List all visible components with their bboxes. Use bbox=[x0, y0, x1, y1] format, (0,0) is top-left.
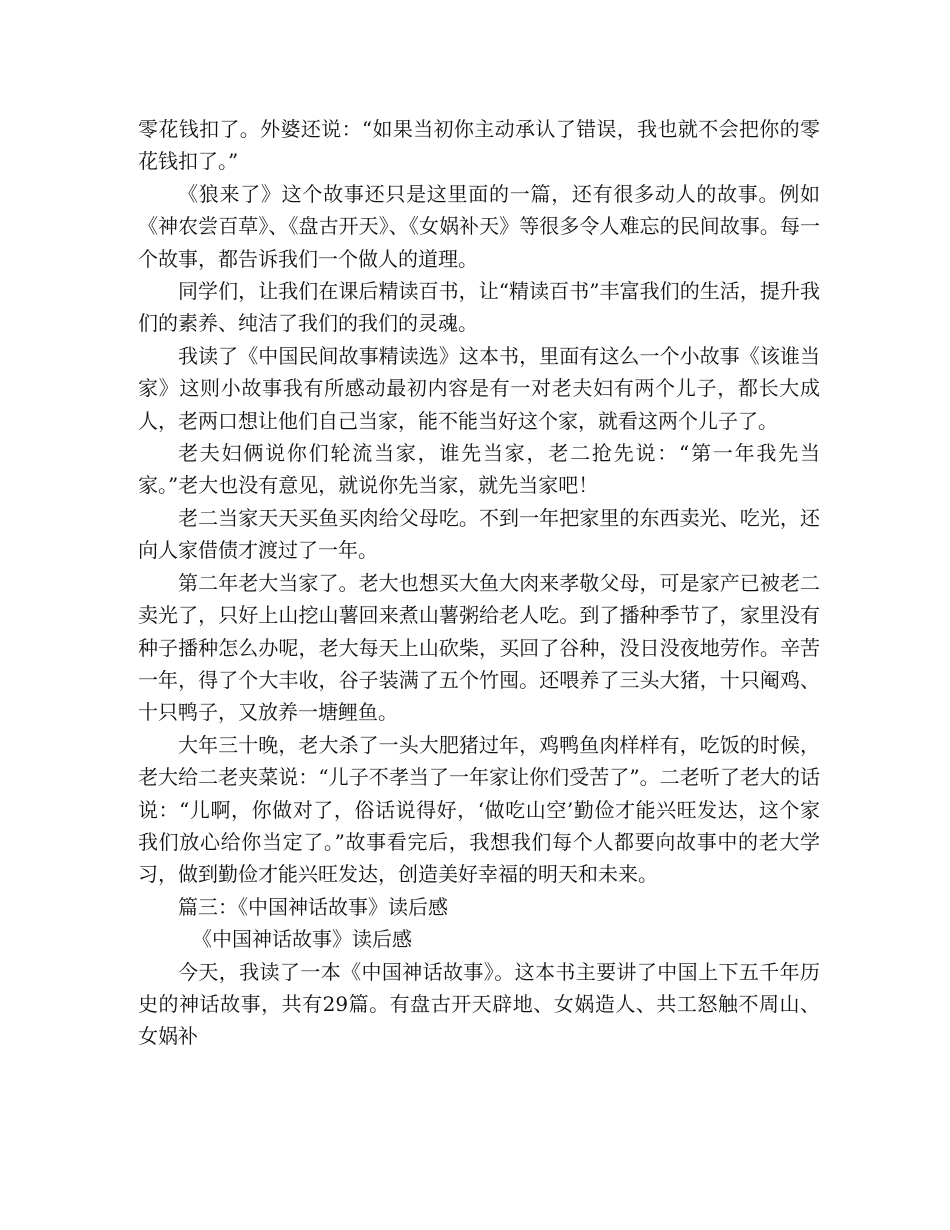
paragraph-new-year: 大年三十晚，老大杀了一头大肥猪过年，鸡鸭鱼肉样样有，吃饭的时候，老大给二老夹菜说：“儿子不孝当了一年家让你们受苦了”。二老听了老大的话说：“儿啊，你做对了，俗话说得好，‘做吃山空’勤俭才能兴旺发达，这个家我们放心给你当定了。”故事看完后，我想我们每个人都要向故事中的老大学习，做到勤俭才能兴旺发达，创造美好幸福的明天和未来。 bbox=[138, 732, 820, 887]
paragraph-second-son: 老二当家天天买鱼买肉给父母吃。不到一年把家里的东西卖光、吃光，还向人家借债才渡过了一年。 bbox=[138, 505, 820, 563]
paragraph-who-runs-home: 我读了《中国民间故事精读选》这本书，里面有这么一个小故事《该谁当家》这则小故事我有所感动最初内容是有一对老夫妇有两个儿子，都长大成人，老两口想让他们自己当家，能不能当好这个家，就看这两个儿子了。 bbox=[138, 343, 820, 433]
paragraph-wolf-story: 《狼来了》这个故事还只是这里面的一篇，还有很多动人的故事。例如《神农尝百草》、《盘古开天》、《女娲补天》等很多令人难忘的民间故事。每一个故事，都告诉我们一个做人的道理。 bbox=[138, 181, 820, 271]
paragraph-pocket-money: 零花钱扣了。外婆还说：“如果当初你主动承认了错误，我也就不会把你的零花钱扣了。” bbox=[138, 117, 820, 174]
paragraph-read-books: 同学们，让我们在课后精读百书，让“精读百书”丰富我们的生活，提升我们的素养、纯洁了我们的我们的灵魂。 bbox=[138, 279, 820, 336]
document-body bbox=[138, 113, 820, 1053]
section-subheading: 《中国神话故事》读后感 bbox=[192, 927, 412, 952]
paragraph-mythology: 今天，我读了一本《中国神话故事》。这本书主要讲了中国上下五千年历史的神话故事，共有29篇。有盘古开天辟地、女娲造人、共工怒触不周山、女娲补 bbox=[138, 959, 820, 1049]
section-heading: 篇三：《中国神话故事》读后感 bbox=[178, 894, 448, 919]
paragraph-eldest-son: 第二年老大当家了。老大也想买大鱼大肉来孝敬父母，可是家产已被老二卖光了，只好上山挖山薯回来煮山薯粥给老人吃。到了播种季节了，家里没有种子播种怎么办呢，老大每天上山砍柴，买回了谷种，没日没夜地劳作。辛苦一年，得了个大丰收，谷子装满了五个竹囤。还喂养了三头大猪，十只阉鸡、十只鸭子，又放养一塘鲤鱼。 bbox=[138, 570, 820, 725]
paragraph-take-turns: 老夫妇俩说你们轮流当家，谁先当家，老二抢先说：“第一年我先当家。”老大也没有意见，就说你先当家，就先当家吧！ bbox=[138, 441, 820, 498]
